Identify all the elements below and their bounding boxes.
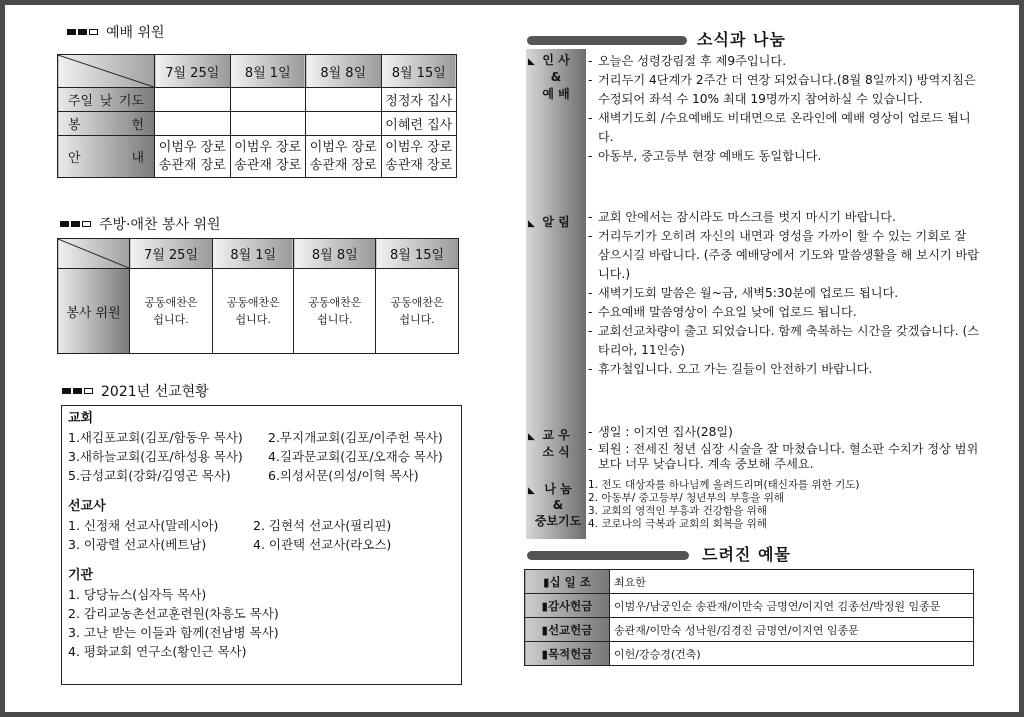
table-cell: 공동애찬은 쉽니다. <box>376 269 459 354</box>
table-cell: 이혜련 집사 <box>381 112 457 136</box>
prayer-list <box>588 479 980 531</box>
list-item: 생일 : 이지연 집사(28일) <box>598 425 733 439</box>
list-item: 5.금성교회(강화/김영곤 목사) <box>68 468 231 483</box>
notice-label: ◣ 알 림 <box>530 214 582 231</box>
offering-value: 송관재/이만숙 성낙원/김경진 금명연/이지연 임종문 <box>610 618 974 642</box>
missionaries-label: 선교사 <box>68 499 106 514</box>
list-item: 3. 교회의 영적인 부흥과 건강함을 위해 <box>588 505 767 517</box>
list-item: 거리두기가 오히려 자신의 내면과 영성을 가까이 할 수 있는 기회로 잘 삼으시길 바랍니다. (주중 예배당에서 기도와 말씀생활을 해 보시기 바랍니다.) <box>598 229 980 281</box>
members-label: ◣ 교 우 소 식 <box>528 428 570 459</box>
list-item: 2. 아동부/ 중고등부/ 청년부의 부흥을 위해 <box>588 492 785 504</box>
date-header: 7월 25일 <box>130 239 213 269</box>
bullet-squares-icon <box>60 221 91 227</box>
title-bar-left <box>527 36 687 45</box>
date-header: 8월 8일 <box>306 55 382 88</box>
list-item: 2. 감리교농촌선교훈련원(차흥도 목사) <box>68 606 279 621</box>
table-cell <box>155 112 231 136</box>
bullet-squares-icon <box>62 388 93 394</box>
list-item: 교회선교차량이 출고 되었습니다. 함께 축복하는 시간을 갖겠습니다. (스타리아, 11인승) <box>598 324 980 357</box>
list-item: 6.의성서문(의성/이혁 목사) <box>268 468 419 483</box>
list-item: 1.새김포교회(김포/함동우 목사) <box>68 430 243 445</box>
greeting-label: ◣ 인 사 & 예 배 <box>528 53 570 101</box>
list-item: 2.무지개교회(김포/이주헌 목사) <box>268 430 443 445</box>
triangle-marker-icon: ◣ <box>528 486 535 496</box>
date-header: 8월 1일 <box>212 239 294 269</box>
role-offering: 봉 헌 <box>58 112 155 136</box>
bulletin-page <box>5 5 1019 712</box>
table-cell <box>230 112 306 136</box>
prayer-label: ◣ 나 눔 & 중보기도 <box>528 482 582 528</box>
worship-title: 예배 위원 <box>106 25 165 41</box>
role-usher: 안 내 <box>58 136 155 178</box>
list-item: 3.새하늘교회(김포/하성용 목사) <box>68 449 243 464</box>
list-item: 4.길과문교회(김포/오재승 목사) <box>268 449 443 464</box>
table-cell: 이범우 장로 송관재 장로 <box>306 136 382 178</box>
table-cell: 이범우 장로 송관재 장로 <box>155 136 231 178</box>
orgs-label: 기관 <box>68 568 94 583</box>
offerings-table <box>524 569 974 666</box>
triangle-marker-icon: ◣ <box>528 432 535 442</box>
table-cell: 이범우 장로 송관재 장로 <box>230 136 306 178</box>
greeting-list: - 오늘은 성령강림절 후 제9주입니다. - 거리두기 4단계가 2주간 더 연장 되었습니다.(8월 8일까지) 방역지침은 수정되어 좌석 수 10% 최대 19명까지 참여하실 수 있습니다. - 새벽기도회 /수요예배도 비대면으로 온라인에 예배 영상이 업로드 됩니다. - 아동부, 중고등부 현장 예배도 동일합니다. <box>588 52 980 166</box>
kitchen-table <box>57 238 459 354</box>
offering-label: ▮목적헌금 <box>525 642 610 666</box>
list-item: 1. 전도 대상자를 하나님께 올려드리며(태신자를 위한 기도) <box>588 479 860 491</box>
offerings-title: 드려진 예물 <box>702 545 791 564</box>
list-item: 휴가철입니다. 오고 가는 길들이 안전하기 바랍니다. <box>598 362 873 376</box>
table-cell <box>230 88 306 112</box>
kitchen-title: 주방·애찬 봉사 위원 <box>99 217 221 233</box>
list-item: 4. 코로나의 극복과 교회의 회복을 위해 <box>588 518 767 530</box>
kitchen-header <box>60 214 221 234</box>
list-item: 거리두기 4단계가 2주간 더 연장 되었습니다.(8월 8일까지) 방역지침은 수정되어 좌석 수 10% 최대 19명까지 참여하실 수 있습니다. <box>598 73 976 106</box>
table-cell: 공동애찬은 쉽니다. <box>212 269 294 354</box>
list-item: 퇴원 : 전세진 청년 심장 시술을 잘 마쳤습니다. 혈소판 수치가 정상 범위보다 너무 낮습니다. 계속 중보해 주세요. <box>598 442 979 471</box>
worship-table <box>57 54 457 178</box>
list-item: 새벽기도회 /수요예배도 비대면으로 온라인에 예배 영상이 업로드 됩니다. <box>598 111 971 144</box>
worship-header <box>67 22 165 42</box>
news-title: 소식과 나눔 <box>697 30 786 49</box>
table-cell: 공동애찬은 쉽니다. <box>130 269 213 354</box>
table-cell <box>306 112 382 136</box>
date-header: 7월 25일 <box>155 55 231 88</box>
notice-list: - 교회 안에서는 잠시라도 마스크를 벗지 마시기 바랍니다. - 거리두기가 오히려 자신의 내면과 영성을 가까이 할 수 있는 기회로 잘 삼으시길 바랍니다. (주중 예배당에서 기도와 말씀생활을 해 보시기 바랍니다.) - 새벽기도회 말씀은 월~금, 새벽5:30분에 업로드 됩니다. - 수요예배 말씀영상이 수요일 낮에 업로드 됩니다. - 교회선교차량이 출고 되었습니다. 함께 축복하는 시간을 갖겠습니다. (스타리아, 11인승) - 휴가철입니다. 오고 가는 길들이 안전하기 바랍니다. <box>588 208 980 379</box>
offering-label: ▮선교헌금 <box>525 618 610 642</box>
table-cell: 정정자 집사 <box>381 88 457 112</box>
list-item: 아동부, 중고등부 현장 예배도 동일합니다. <box>598 149 822 163</box>
list-item: 4. 이관택 선교사(라오스) <box>253 537 392 552</box>
list-item: 2. 김현석 선교사(필리핀) <box>253 518 392 533</box>
members-list: - 생일 : 이지연 집사(28일) - 퇴원 : 전세진 청년 심장 시술을 잘 마쳤습니다. 혈소판 수치가 정상 범위보다 너무 낮습니다. 계속 중보해 주세요. <box>588 425 979 471</box>
offering-label: ▮감사헌금 <box>525 594 610 618</box>
list-item: 수요예배 말씀영상이 수요일 낮에 업로드 됩니다. <box>598 305 857 319</box>
table-cell <box>306 88 382 112</box>
list-item: 새벽기도회 말씀은 월~금, 새벽5:30분에 업로드 됩니다. <box>598 286 899 300</box>
triangle-marker-icon: ◣ <box>528 219 535 229</box>
title-bar-left <box>527 551 689 560</box>
date-header: 8월 15일 <box>376 239 459 269</box>
offering-value: 최요한 <box>610 570 974 594</box>
offering-value: 이범우/남궁인순 송관재/이만숙 금명연/이지연 김종선/박정원 임종문 <box>610 594 974 618</box>
date-header: 8월 1일 <box>230 55 306 88</box>
offering-label: ▮십 일 조 <box>525 570 610 594</box>
list-item: 3. 이광렬 선교사(베트남) <box>68 537 207 552</box>
table-corner <box>58 55 155 88</box>
date-header: 8월 8일 <box>294 239 376 269</box>
churches-label: 교회 <box>68 411 94 426</box>
list-item: 교회 안에서는 잠시라도 마스크를 벗지 마시기 바랍니다. <box>598 210 896 224</box>
list-item: 1. 신정채 선교사(말레시아) <box>68 518 219 533</box>
triangle-marker-icon: ◣ <box>528 57 535 67</box>
list-item: 4. 평화교회 연구소(황인근 목사) <box>68 644 247 659</box>
table-cell <box>155 88 231 112</box>
notice-sidebar <box>526 211 586 425</box>
list-item: 1. 당당뉴스(심자득 목사) <box>68 587 207 602</box>
list-item: 3. 고난 받는 이들과 함께(전남병 목사) <box>68 625 279 640</box>
role-prayer: 주일 낮 기도 <box>58 88 155 112</box>
offering-value: 이헌/강승경(건축) <box>610 642 974 666</box>
role-service: 봉사 위원 <box>58 269 130 354</box>
table-cell: 공동애찬은 쉽니다. <box>294 269 376 354</box>
bullet-squares-icon <box>67 29 98 35</box>
mission-title: 2021년 선교현황 <box>101 384 209 400</box>
table-corner <box>58 239 130 269</box>
mission-box <box>61 405 462 685</box>
list-item: 오늘은 성령강림절 후 제9주입니다. <box>598 54 787 68</box>
mission-header <box>62 381 209 401</box>
date-header: 8월 15일 <box>381 55 457 88</box>
table-cell: 이범우 장로 송관재 장로 <box>381 136 457 178</box>
